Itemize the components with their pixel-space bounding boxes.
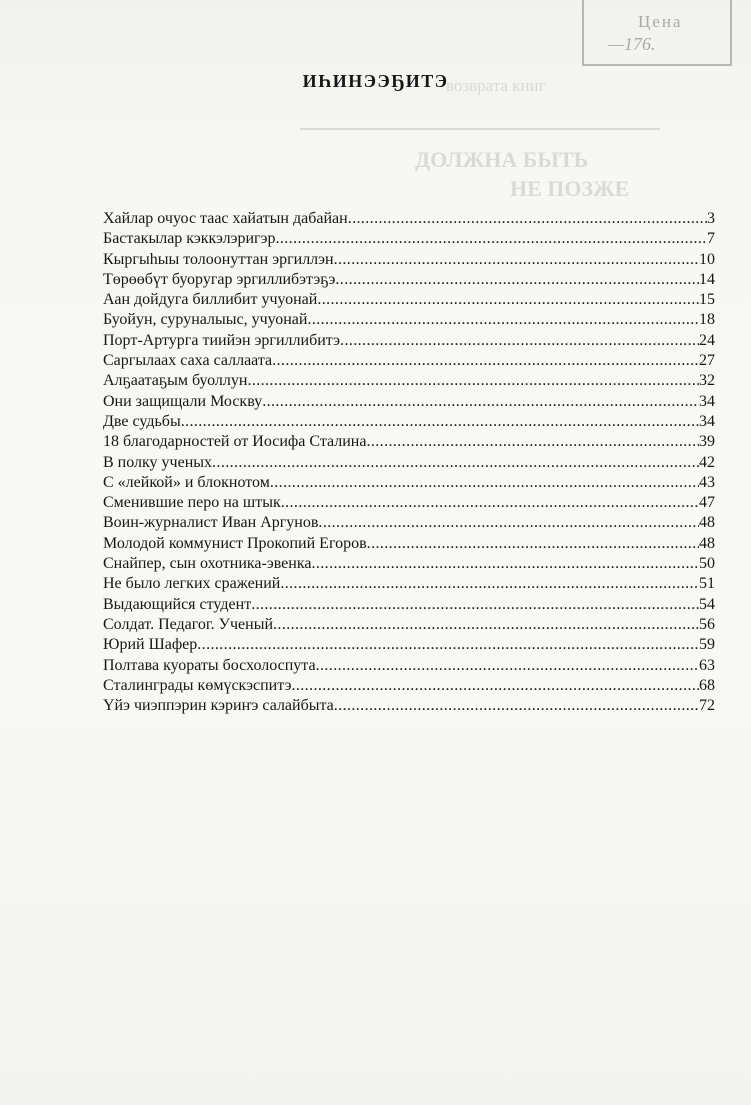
dot-leader: [334, 250, 699, 270]
toc-entry: [103, 270, 715, 290]
toc-entry-page: 27: [699, 352, 715, 370]
toc-entry-page: 24: [699, 331, 715, 349]
dot-leader: [275, 229, 707, 249]
toc-entry: [103, 412, 715, 432]
dot-leader: [273, 615, 699, 635]
toc-entry-title: Алҕаатаҕым буоллун: [103, 372, 248, 390]
toc-entry-title: С «лейкой» и блокнотом: [103, 473, 270, 491]
toc-entry: [103, 331, 715, 351]
toc-entry: [103, 453, 715, 473]
toc-entry: [103, 473, 715, 493]
toc-entry: [103, 656, 715, 676]
dot-leader: [318, 513, 699, 533]
toc-entry-title: Полтава куораты босхолоспута: [103, 656, 316, 674]
dot-leader: [335, 270, 699, 290]
toc-entry-title: Төрөөбүт буоругар эргиллибэтэҕэ: [103, 270, 336, 288]
toc-entry-title: Кыргыһыы толоонуттан эргиллэн: [103, 250, 334, 268]
dot-leader: [366, 432, 699, 452]
toc-entry-page: 7: [707, 230, 715, 248]
dot-leader: [281, 493, 699, 513]
toc-entry-page: 63: [699, 656, 715, 674]
dot-leader: [262, 392, 699, 412]
toc-entry-page: 39: [699, 433, 715, 451]
stamp-line-1: Цена: [638, 12, 683, 31]
dot-leader: [317, 290, 699, 310]
toc-entry: [103, 371, 715, 391]
stamp-line-2: —176.: [608, 34, 656, 54]
toc-entry-page: 34: [699, 412, 715, 430]
toc-entry-title: Буойун, суруналыыс, учуонай: [103, 311, 308, 329]
dot-leader: [181, 412, 699, 432]
toc-entry-title: В полку ученых: [103, 453, 213, 471]
toc-entry-page: 48: [699, 534, 715, 552]
toc-entry: [103, 534, 715, 554]
toc-entry-page: 47: [699, 494, 715, 512]
toc-entry-title: Аан дойдуга биллибит учуонай: [103, 291, 318, 309]
toc-entry-page: 59: [699, 636, 715, 654]
toc-entry-page: 72: [699, 697, 715, 715]
toc-entry: [103, 513, 715, 533]
toc-entry-page: 3: [707, 210, 715, 227]
toc-entry: [103, 250, 715, 270]
dot-leader: [311, 554, 699, 574]
dot-leader: [270, 473, 699, 493]
toc-entry-page: 10: [699, 250, 715, 268]
dot-leader: [272, 351, 699, 371]
toc-entry: [103, 696, 715, 716]
toc-entry-title: Сменившие перо на штык: [103, 494, 281, 512]
toc-entry-title: Бастакылар кэккэлэригэр: [103, 230, 276, 248]
toc-entry-page: 18: [699, 311, 715, 329]
toc-entry-title: Они защищали Москву: [103, 392, 263, 410]
dot-leader: [197, 635, 699, 655]
bleed-through-text-2: ДОЛЖНА БЫТЬ: [415, 147, 589, 172]
toc-entry-title: Порт-Артурга тиийэн эргиллибитэ: [103, 331, 341, 349]
toc-entry-title: Үйэ чиэппэрин кэриҥэ салайбыта: [103, 697, 334, 715]
dot-leader: [307, 310, 699, 330]
toc-entry-title: Молодой коммунист Прокопий Егоров: [103, 534, 367, 552]
dot-leader: [291, 676, 699, 696]
toc-entry-page: 43: [699, 473, 715, 491]
toc-entry-title: Не было легких сражений: [103, 575, 281, 593]
toc-entry: [103, 595, 715, 615]
toc-entry: [103, 290, 715, 310]
dot-leader: [247, 371, 699, 391]
toc-entry-title: Две судьбы: [103, 412, 181, 430]
dot-leader: [280, 574, 699, 594]
toc-entry-page: 51: [699, 575, 715, 593]
dot-leader: [340, 331, 699, 351]
toc-entry-title: Снайпер, сын охотника-эвенка: [103, 555, 312, 573]
toc-entry-title: Выдающийся студент: [103, 595, 252, 613]
toc-entry-page: 32: [699, 372, 715, 390]
toc-entry: [103, 676, 715, 696]
bleed-through-rule: [300, 128, 660, 130]
bleed-through-text-1: возврата книг: [446, 76, 546, 95]
toc-entry-page: 68: [699, 676, 715, 694]
toc-entry: [103, 229, 715, 249]
dot-leader: [316, 656, 699, 676]
dot-leader: [348, 209, 707, 229]
toc-entry-page: 48: [699, 514, 715, 532]
dot-leader: [251, 595, 699, 615]
toc-entry-page: 42: [699, 453, 715, 471]
toc-entry-page: 54: [699, 595, 715, 613]
table-of-contents: [103, 209, 715, 716]
price-stamp: [582, 0, 732, 66]
dot-leader: [334, 696, 699, 716]
toc-entry-title: Сталинграды көмүскэспитэ: [103, 676, 292, 694]
dot-leader: [212, 453, 699, 473]
toc-entry-title: Юрий Шафер: [103, 636, 198, 654]
toc-entry-page: 15: [699, 291, 715, 309]
toc-entry-page: 56: [699, 615, 715, 633]
toc-entry: [103, 493, 715, 513]
toc-entry-title: Солдат. Педагог. Ученый: [103, 615, 274, 633]
toc-entry-page: 50: [699, 555, 715, 573]
toc-entry: [103, 432, 715, 452]
toc-entry-page: 14: [699, 270, 715, 288]
bleed-through-text-3: НЕ ПОЗЖЕ: [510, 176, 630, 201]
toc-entry: [103, 554, 715, 574]
toc-entry-title: Хайлар очуос таас хайатын дабайан: [103, 210, 348, 227]
toc-entry: [103, 351, 715, 371]
toc-entry-title: 18 благодарностей от Иосифа Сталина: [103, 433, 367, 451]
toc-entry: [103, 209, 715, 229]
page-title: ИҺИНЭЭҔИТЭ: [302, 71, 449, 91]
toc-entry-title: Воин-журналист Иван Аргунов: [103, 514, 319, 532]
toc-entry: [103, 635, 715, 655]
toc-entry: [103, 310, 715, 330]
toc-entry: [103, 615, 715, 635]
toc-entry-title: Саргылаах саха саллаата: [103, 352, 273, 370]
dot-leader: [367, 534, 699, 554]
toc-entry-page: 34: [699, 392, 715, 410]
toc-entry: [103, 574, 715, 594]
toc-entry: [103, 392, 715, 412]
